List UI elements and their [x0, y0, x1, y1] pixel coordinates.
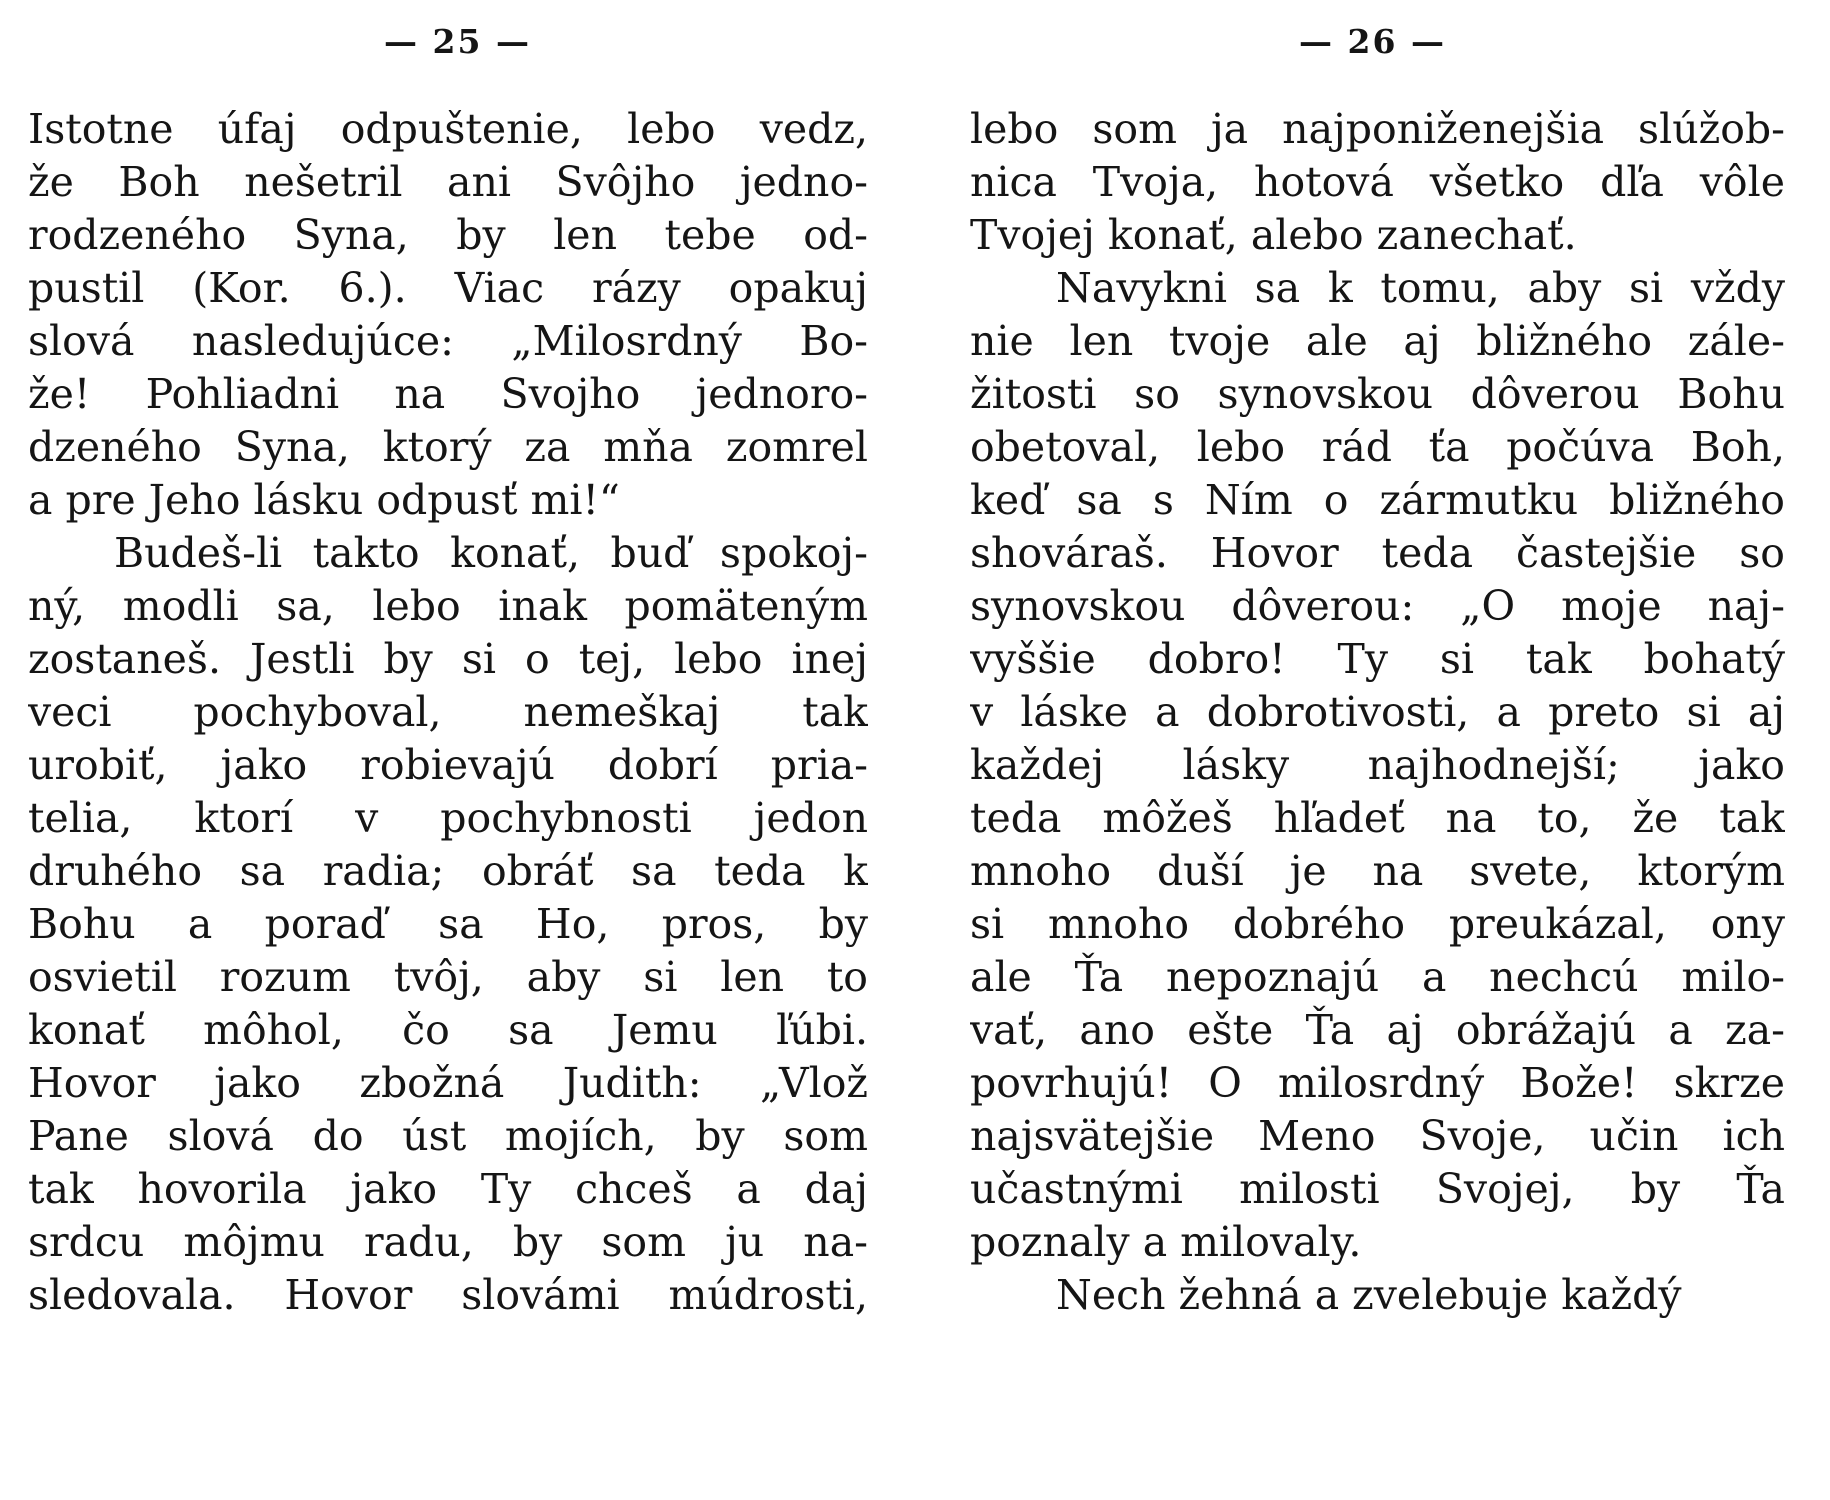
- text-line: Tvojej konať, alebo zanechať.: [970, 211, 1577, 259]
- text-line: rodzeného Syna, by len tebe od-: [28, 211, 868, 259]
- text-line: každej lásky najhodnejší; jako: [970, 741, 1785, 789]
- text-line: Budeš-li takto konať, buď spokoj-: [114, 529, 868, 577]
- text-line: slová nasledujúce: „Milosrdný Bo-: [28, 317, 868, 365]
- text-line: v láske a dobrotivosti, a preto si aj: [970, 688, 1785, 736]
- text-line: veci pochyboval, nemeškaj tak: [28, 688, 868, 736]
- text-line: obetoval, lebo rád ťa počúva Boh,: [970, 423, 1785, 471]
- text-line: mnoho duší je na svete, ktorým: [970, 847, 1785, 895]
- text-line: teda môžeš hľadeť na to, že tak: [970, 794, 1785, 842]
- text-line: dzeného Syna, ktorý za mňa zomrel: [28, 423, 868, 471]
- text-line: tak hovorila jako Ty chceš a daj: [28, 1165, 868, 1213]
- text-line: si mnoho dobrého preukázal, ony: [970, 900, 1785, 948]
- text-line: sledovala. Hovor slovámi múdrosti,: [28, 1271, 868, 1319]
- text-line: vyššie dobro! Ty si tak bohatý: [970, 635, 1785, 683]
- text-line: konať môhol, čo sa Jemu ľúbi.: [28, 1006, 868, 1054]
- text-line: vať, ano ešte Ťa aj obrážajú a za-: [970, 1006, 1785, 1054]
- text-line: druhého sa radia; obráť sa teda k: [28, 847, 868, 895]
- text-line: Navykni sa k tomu, aby si vždy: [1056, 264, 1785, 312]
- text-line: urobiť, jako robievajú dobrí pria-: [28, 741, 868, 789]
- text-line: žitosti so synovskou dôverou Bohu: [970, 370, 1785, 418]
- text-line: shováraš. Hovor teda častejšie so: [970, 529, 1785, 577]
- text-line: ale Ťa nepoznajú a nechcú milo-: [970, 953, 1785, 1001]
- text-line: keď sa s Ním o zármutku bližného: [970, 476, 1785, 524]
- text-line: synovskou dôverou: „O moje naj-: [970, 582, 1785, 630]
- text-line: Nech žehná a zvelebuje každý: [1056, 1271, 1682, 1319]
- text-line: že Boh nešetril ani Svôjho jedno-: [28, 158, 868, 206]
- text-line: najsvätejšie Meno Svoje, učin ich: [970, 1112, 1785, 1160]
- text-line: osvietil rozum tvôj, aby si len to: [28, 953, 868, 1001]
- text-line: nie len tvoje ale aj bližného zále-: [970, 317, 1785, 365]
- text-line: povrhujú! O milosrdný Bože! skrze: [970, 1059, 1785, 1107]
- text-line: a pre Jeho lásku odpusť mi!“: [28, 476, 620, 524]
- text-line: učastnými milosti Svojej, by Ťa: [970, 1165, 1785, 1213]
- page-text: [28, 103, 868, 1322]
- text-line: nica Tvoja, hotová všetko dľa vôle: [970, 158, 1785, 206]
- text-line: Pane slová do úst mojích, by som: [28, 1112, 868, 1160]
- text-line: pustil (Kor. 6.). Viac rázy opakuj: [28, 264, 868, 312]
- text-line: Istotne úfaj odpuštenie, lebo vedz,: [28, 105, 868, 153]
- page-text: [970, 103, 1785, 1322]
- text-line: že! Pohliadni na Svojho jednoro-: [28, 370, 868, 418]
- page-number: — 25 —: [384, 22, 531, 61]
- text-line: srdcu môjmu radu, by som ju na-: [28, 1218, 868, 1266]
- text-line: lebo som ja najponiženejšia slúžob-: [970, 105, 1785, 153]
- text-line: Bohu a poraď sa Ho, pros, by: [28, 900, 868, 948]
- text-line: Hovor jako zbožná Judith: „Vlož: [28, 1059, 868, 1107]
- text-line: ný, modli sa, lebo inak pomäteným: [28, 582, 868, 630]
- text-line: poznaly a milovaly.: [970, 1218, 1362, 1266]
- page-number: — 26 —: [1299, 22, 1446, 61]
- text-line: zostaneš. Jestli by si o tej, lebo inej: [28, 635, 868, 683]
- text-line: telia, ktorí v pochybnosti jedon: [28, 794, 868, 842]
- right-page: [915, 0, 1830, 1500]
